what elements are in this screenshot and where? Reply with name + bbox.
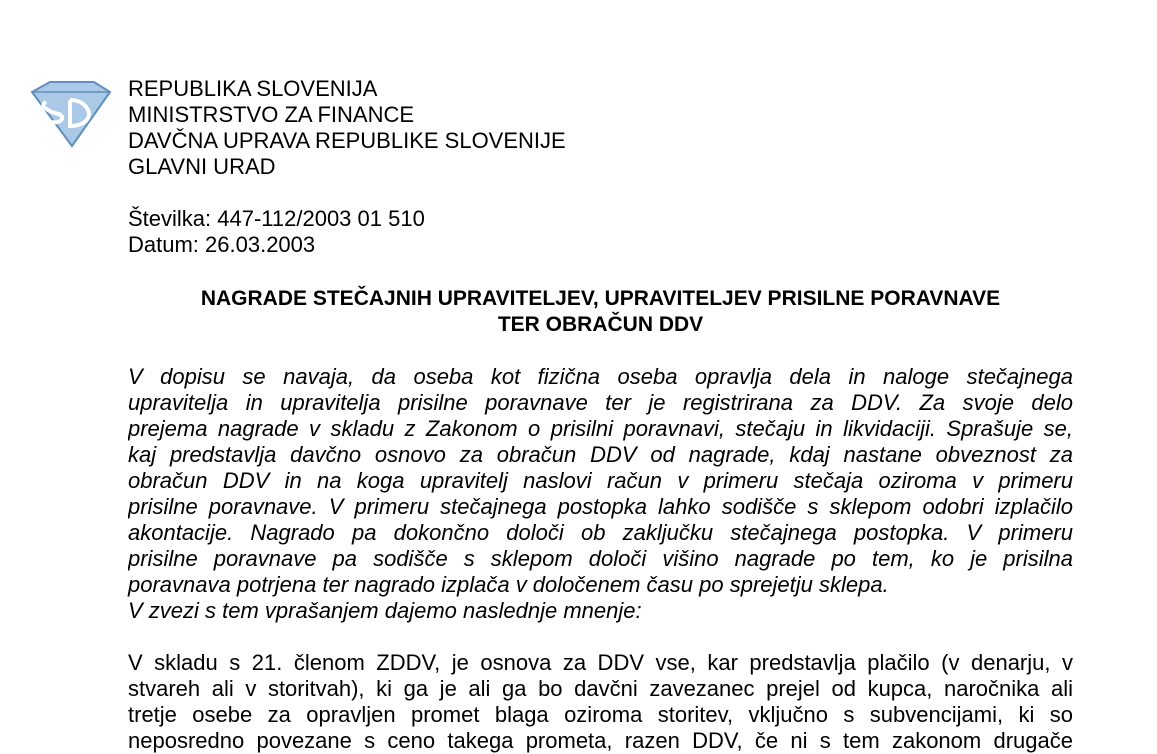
title-line: NAGRADE STEČAJNIH UPRAVITELJEV, UPRAVITELJEV PRISILNE PORAVNAVE [200, 287, 1001, 310]
paragraph-line: V skladu s 21. členom ZDDV, je osnova za DDV vse, kar predstavlja plačilo (v denarju, v [128, 650, 1073, 675]
answer-paragraph [128, 650, 1073, 754]
paragraph-line: kaj predstavlja davčno osnovo za obračun DDV od nagrade, kdaj nastane obveznost za [128, 442, 1073, 467]
header-line: GLAVNI URAD [128, 154, 276, 179]
document-date: Datum: 26.03.2003 [128, 232, 316, 257]
paragraph-line: stvareh ali v storitvah), ki ga je ali ga bo davčni zavezanec prejel od kupca, naročnika ali [128, 676, 1073, 701]
tax-authority-logo-icon [26, 78, 114, 150]
header-line: DAVČNA UPRAVA REPUBLIKE SLOVENIJE [128, 128, 566, 153]
paragraph-line: prisilne poravnave. V primeru stečajnega postopka lahko sodišče s sklepom odobri izplačilo [128, 494, 1073, 519]
paragraph-line: neposredno povezane s ceno takega prometa, razen DDV, če ni s tem zakonom drugače [128, 728, 1073, 753]
header-line: REPUBLIKA SLOVENIJA [128, 76, 378, 101]
header-line: MINISTRSTVO ZA FINANCE [128, 102, 415, 127]
paragraph-line: prisilne poravnave pa sodišče s sklepom določi višino nagrade po tem, ko je prisilna [128, 546, 1073, 571]
paragraph-line: upravitelja in upravitelja prisilne poravnave ter je registrirana za DDV. Za svoje delo [128, 390, 1073, 415]
document-number: Številka: 447-112/2003 01 510 [128, 206, 425, 231]
paragraph-line: V dopisu se navaja, da oseba kot fizična oseba opravlja dela in naloge stečajnega [128, 364, 1073, 389]
title-line: TER OBRAČUN DDV [497, 313, 704, 336]
authority-header [128, 76, 566, 180]
paragraph-line: obračun DDV in na koga upravitelj naslovi račun v primeru stečaja oziroma v primeru [128, 468, 1073, 493]
paragraph-line: poravnava potrjena ter nagrado izplača v določenem času po sprejetju sklepa. [128, 572, 889, 597]
answer-intro: V zvezi s tem vprašanjem dajemo naslednje mnenje: [128, 598, 642, 623]
paragraph-line: tretje osebe za opravljen promet blaga oziroma storitev, vključno s subvencijami, ki so [128, 702, 1073, 727]
paragraph-line: prejema nagrade v skladu z Zakonom o prisilni poravnavi, stečaju in likvidaciji. Sprašuje se, [128, 416, 1073, 441]
document-meta [128, 206, 425, 258]
document-title [128, 286, 1073, 338]
paragraph-line: akontacije. Nagrado pa dokončno določi ob zaključku stečajnega postopka. V primeru [128, 520, 1073, 545]
question-paragraph [128, 364, 1073, 624]
